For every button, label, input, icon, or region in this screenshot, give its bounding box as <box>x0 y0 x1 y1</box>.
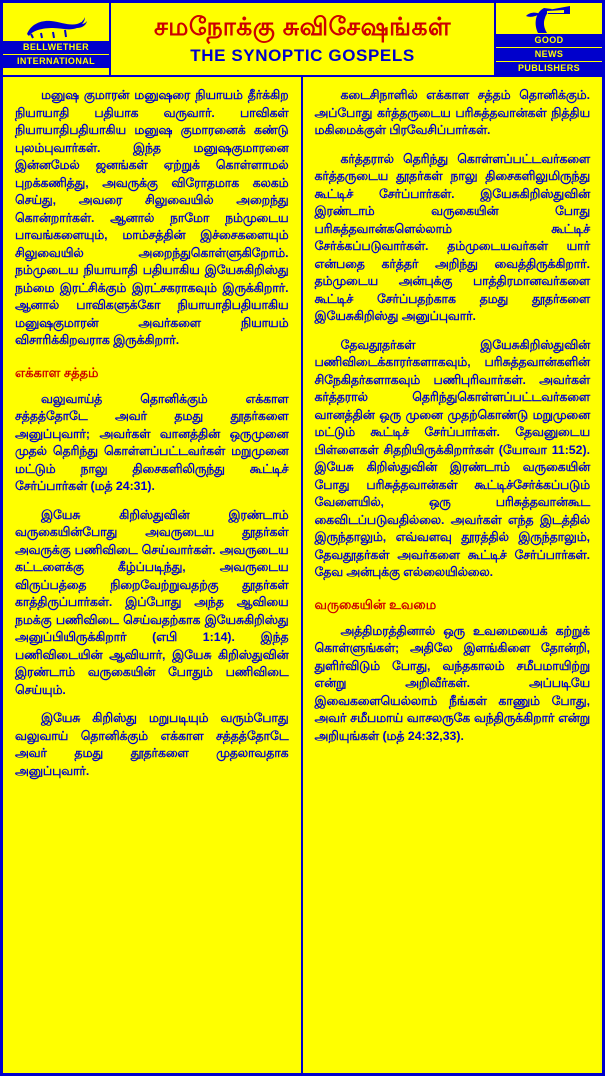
title-english: THE SYNOPTIC GOSPELS <box>190 46 415 65</box>
content-columns <box>3 77 602 1073</box>
section-heading-parable: வருகையின் உவமை <box>314 596 437 612</box>
scripture-quote: வலுவாய்த் தொனிக்கும் எக்காள சத்தத்தோடே அவர் தமது தூதர்களை அனுப்புவார்; அவர்கள் வானத்தின் ஒருமுனை முதல் தெரிந்து கொள்ளப்பட்டவர்கள் மறுமுனை மட்டும் நாலு திசைகளிலிருந்து கூட்டிச் சேர்ப்பார்கள் (மத் 24:31). <box>15 391 289 493</box>
left-column <box>3 77 303 1073</box>
right-column <box>303 77 603 1073</box>
paragraph: இயேசு கிறிஸ்து மறுபடியும் வரும்போது வலுவாய் தொனிக்கும் எக்காள சத்தத்தோடே அவர் தமது தூதர்களை முதலாவதாக அனுப்புவார். <box>15 711 289 778</box>
ram-icon <box>3 11 109 41</box>
paragraph: கர்த்தரால் தெரிந்து கொள்ளப்பட்டவர்களை கர்த்தருடைய தூதர்கள் நாலு திசைகளிலுமிருந்து கூட்டிச் சேர்ப்பார்கள். இயேசுகிறிஸ்துவின் இரண்டாம் வருகையின் போது பரிசுத்தவான்களெல்லாம் கூட்டிச் சேர்க்கப்படுவார்கள். தம்முடையவர்கள் யார் என்பதை கர்த்தர் அறிந்து வைத்திருக்கிறார். தம்முடைய அன்புக்கு பாத்திரமானவர்களை கூட்டிச் சேர்ப்பதற்காக தமது தூதர்களை இயேசுகிறிஸ்து அனுப்புவார். <box>314 151 590 323</box>
paragraph: மனுஷ குமாரன் மனுஷரை நியாயம் தீர்க்கிற நியாயாதி பதியாக வருவார். பாவிகள் நியாயாதிபதியாகிய மனுஷ குமாரனைக் கண்டு புலம்புவார்கள். இந்த மனுஷகுமாரனை இன்னமேல் ஜனங்கள் ஏற்றுக் கொள்ளாமல் புறக்கணித்து, அவருக்கு விரோதமாக கலகம் செய்து, அவரை சிலுவையில் அறைந்து கொன்றார்கள். ஆனால் நாமோ நம்முடைய பாவங்களையும், மாம்சத்தின் இச்சைகளையும் சிலுவையில் அறைந்துகொள்ளுகிறோம். நம்முடைய நியாயாதி பதியாகிய இயேசுகிறிஸ்து நம்மை இரட்சிக்கும் இரட்சகராகவும் இருக்கிறார். ஆனால் பாவிகளுக்கோ நியாயாதிபதியாகிய மனுஷகுமாரன் அவர்களை நியாயம் விசாரிக்கிறவராக இருக்கிறார். <box>15 88 289 347</box>
paragraph: தேவதூதர்கள் இயேசுகிறிஸ்துவின் பணிவிடைக்காரர்களாகவும், பரிசுத்தவான்களின் சிநேகிதர்களாகவும் பணிபுரிவார்கள். அவர்கள் கர்த்தரால் தெரிந்துகொள்ளப்பட்டவர்களை வானத்தின் ஒரு முனை முதற்கொண்டு மறுமுனை மட்டும் கூட்டிச் சேர்ப்பார்கள். தேவனுடைய பிள்ளைகள் சிதறியிருக்கிறார்கள் (யோவா 11:52). இயேசு கிறிஸ்துவின் இரண்டாம் வருகையின் போது பரிசுத்தவான்கள் கூட்டிச்சேர்க்கப்படும் வேளையில், ஒரு பரிசுத்தவான்கூட கைவிடப்படுவதில்லை. அவர்கள் எந்த இடத்தில் இருந்தாலும், எவ்வளவு தூரத்தில் இருந்தாலும், தேவதூதர்கள் அவர்களை கூட்டிச் சேர்ப்பார்கள். தேவ அன்புக்கு எல்லையில்லை. <box>314 337 590 579</box>
paragraph: கடைசிநாளில் எக்காள சத்தம் தொனிக்கும். அப்போது கர்த்தருடைய பரிசுத்தவான்கள் நித்திய மகிமைக்குள் பிரவேசிப்பார்கள். <box>314 88 590 137</box>
section-heading-trumpet: எக்காள சத்தம் <box>15 364 99 380</box>
paragraph: இயேசு கிறிஸ்துவின் இரண்டாம் வருகையின்போது அவருடைய தூதர்கள் அவருக்கு பணிவிடை செய்வார்கள். அவருடைய கட்டளைக்கு கீழ்ப்படிந்து, அவருடைய விருப்பத்தை நிறைவேற்றுவதற்கு தூதர்கள் காத்திருப்பார்கள். இப்போது அந்த ஆவியை நமக்கு பணிவிடை செய்வதற்காக இயேசுகிறிஸ்து அனுப்பியிருக்கிறார் (எபி 1:14). இந்த பணிவிடையின் ஆவியார், இயேசு கிறிஸ்துவின் இரண்டாம் வருகையின் போதும் பணிவிடை செய்யும். <box>15 507 289 697</box>
logo-publishers-label: PUBLISHERS <box>496 62 602 75</box>
logo-international-label: INTERNATIONAL <box>3 55 109 68</box>
scripture-quote: அத்திமரத்தினால் ஒரு உவமையைக் கற்றுக் கொள்ளுங்கள்; அதிலே இளங்கிளை தோன்றி, துளிர்விடும் போது, வந்தகாலம் சமீபமாயிற்று என்று அறிவீர்கள். அப்படியே இவைகளையெல்லாம் நீங்கள் காணும் போது, அவர் சமீபமாய் வாசலருகே வந்திருக்கிறார் என்று அறியுங்கள் (மத் 24:32,33). <box>314 623 590 743</box>
logo-news-label: NEWS <box>496 48 602 61</box>
bellwether-international-logo <box>3 3 111 75</box>
trumpet-angel-icon <box>496 4 602 34</box>
page-title <box>111 3 494 75</box>
good-news-publishers-logo <box>494 3 602 75</box>
page-header <box>3 3 602 77</box>
logo-bellwether-label: BELLWETHER <box>3 41 109 54</box>
title-tamil: சமநோக்கு சுவிசேஷங்கள் <box>153 13 452 41</box>
logo-good-label: GOOD <box>496 34 602 47</box>
